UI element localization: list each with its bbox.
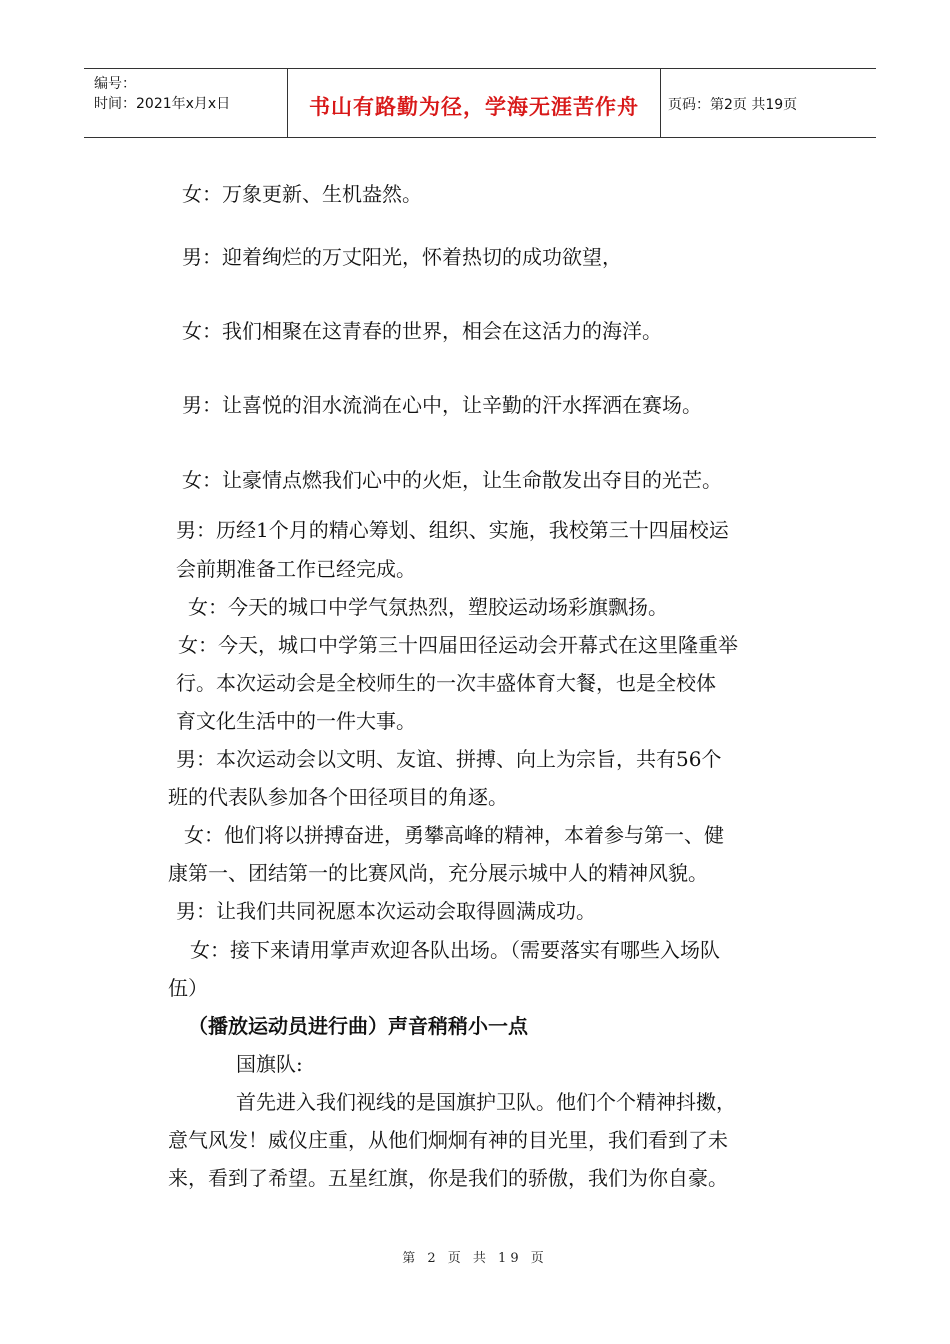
dialogue-line: 女：让豪情点燃我们心中的火炬，让生命散发出夺目的光芒。 [182, 468, 722, 492]
dialogue-line: 女：他们将以拼搏奋进，勇攀高峰的精神，本着参与第一、健 [184, 823, 724, 847]
document-number-label: 编号： [94, 76, 136, 92]
page-header [84, 68, 876, 138]
dialogue-line: 男：历经1个月的精心筹划、组织、实施，我校第三十四届校运 [176, 518, 729, 542]
stage-direction: （播放运动员进行曲）声音稍稍小一点 [188, 1014, 528, 1038]
dialogue-line: 女：今天，城口中学第三十四届田径运动会开幕式在这里隆重举 [178, 633, 738, 657]
dialogue-line: 女：我们相聚在这青春的世界，相会在这活力的海洋。 [182, 319, 662, 343]
section-label: 国旗队: [236, 1052, 303, 1076]
dialogue-line: 行。本次运动会是全校师生的一次丰盛体育大餐，也是全校体 [176, 671, 716, 695]
dialogue-line: 伍） [168, 976, 208, 1000]
dialogue-line: 康第一、团结第一的比赛风尚，充分展示城中人的精神风貌。 [168, 861, 708, 885]
dialogue-line: 会前期准备工作已经完成。 [176, 557, 416, 581]
dialogue-line: 男：本次运动会以文明、友谊、拼搏、向上为宗旨，共有56个 [176, 747, 722, 771]
header-meta-cell [84, 69, 287, 137]
dialogue-line: 育文化生活中的一件大事。 [176, 709, 416, 733]
dialogue-line: 女：今天的城口中学气氛热烈，塑胶运动场彩旗飘扬。 [188, 595, 668, 619]
page-footer: 第 2 页 共 19 页 [402, 1251, 548, 1266]
header-page-cell [660, 69, 876, 137]
dialogue-line: 男：迎着绚烂的万丈阳光，怀着热切的成功欲望， [182, 245, 622, 269]
header-page-info: 页码：第2页 共19页 [668, 97, 798, 113]
dialogue-line: 男：让喜悦的泪水流淌在心中，让辛勤的汗水挥洒在赛场。 [182, 393, 702, 417]
header-motto: 书山有路勤为径，学海无涯苦作舟 [309, 95, 639, 119]
paragraph-line: 首先进入我们视线的是国旗护卫队。他们个个精神抖擞， [236, 1090, 736, 1114]
document-time-label: 时间：2021年x月x日 [94, 96, 231, 112]
dialogue-line: 女：接下来请用掌声欢迎各队出场。（需要落实有哪些入场队 [190, 938, 720, 962]
dialogue-line: 女：万象更新、生机盎然。 [182, 182, 422, 206]
header-motto-cell [287, 69, 661, 137]
dialogue-line: 男：让我们共同祝愿本次运动会取得圆满成功。 [176, 899, 596, 923]
paragraph-line: 意气风发！威仪庄重，从他们炯炯有神的目光里，我们看到了未 [168, 1128, 728, 1152]
paragraph-line: 来，看到了希望。五星红旗，你是我们的骄傲，我们为你自豪。 [168, 1166, 728, 1190]
dialogue-line: 班的代表队参加各个田径项目的角逐。 [168, 785, 508, 809]
